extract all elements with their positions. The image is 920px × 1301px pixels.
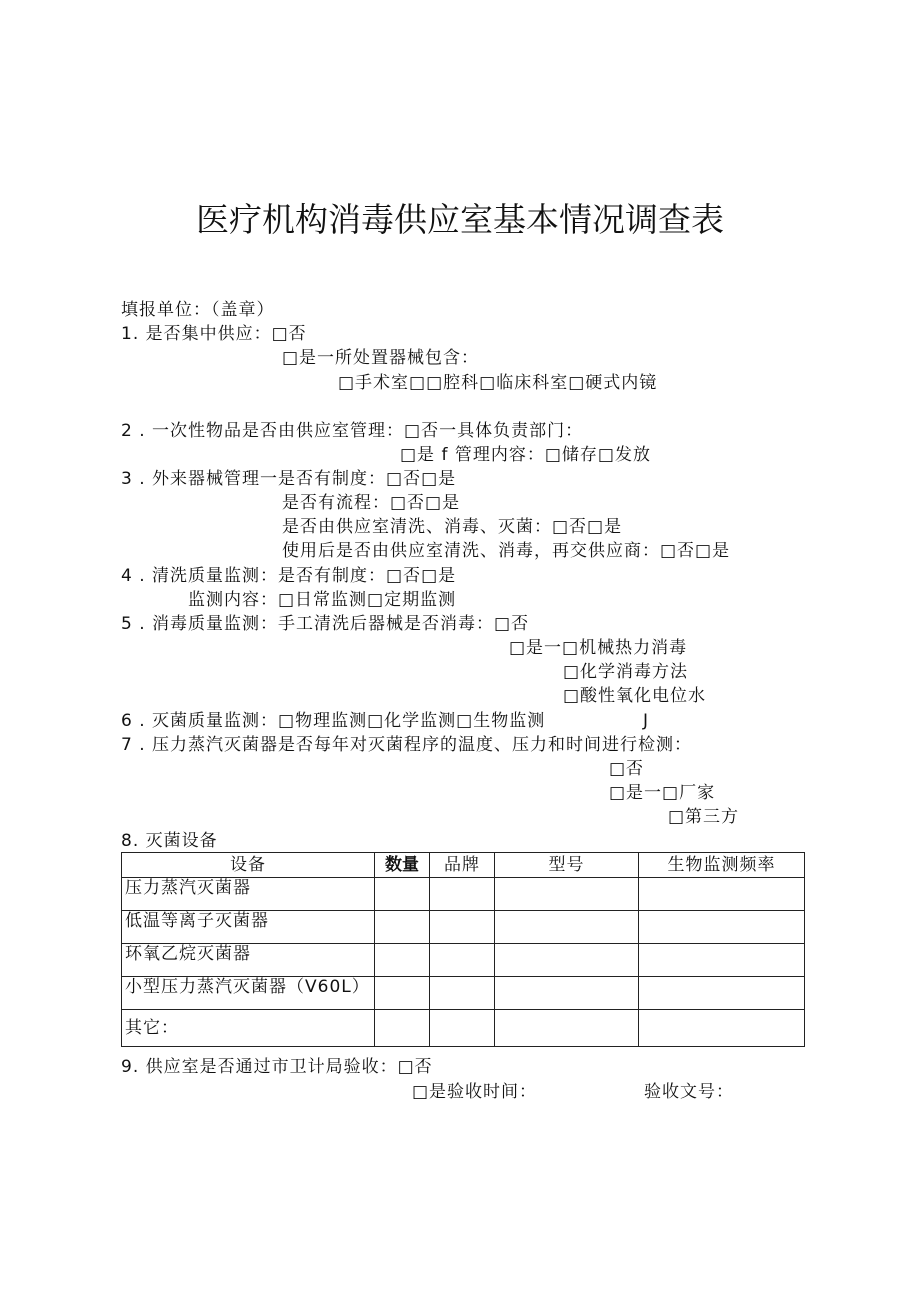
table-row [122,944,805,977]
header-equipment: 设备 [122,853,375,878]
header-quantity: 数量 [375,853,430,878]
frequency-cell[interactable] [639,1010,805,1047]
model-cell[interactable] [495,1010,639,1047]
brand-cell[interactable] [430,911,495,944]
q3-external-instruments-policy: 3 . 外来器械管理一是否有制度：□否□是 [121,469,457,489]
quantity-cell[interactable] [375,944,430,977]
quantity-cell[interactable] [375,878,430,911]
quantity-cell[interactable] [375,911,430,944]
frequency-cell[interactable] [639,944,805,977]
brand-cell[interactable] [430,1010,495,1047]
q1-departments: □手术室□□腔科□临床科室□硬式内镜 [338,373,658,393]
table-row [122,977,805,1010]
q6-stray-mark: J [643,711,650,731]
table-header-row [122,853,805,878]
brand-cell[interactable] [430,878,495,911]
equipment-name: 压力蒸汽灭菌器 [122,878,375,911]
q3-process: 是否有流程：□否□是 [282,493,461,513]
frequency-cell[interactable] [639,878,805,911]
q7-autoclave-annual-test: 7 . 压力蒸汽灭菌器是否每年对灭菌程序的温度、压力和时间进行检测： [121,735,693,755]
q7-third-party: □第三方 [668,807,740,827]
quantity-cell[interactable] [375,1010,430,1047]
frequency-cell[interactable] [639,977,805,1010]
header-bio-monitoring-frequency: 生物监测频率 [639,853,805,878]
table-row [122,878,805,911]
fill-unit-label: 填报单位：（盖章） [121,300,275,320]
q2-management-content: □是 f 管理内容：□储存□发放 [400,445,651,465]
model-cell[interactable] [495,878,639,911]
q2-disposables-management: 2 . 一次性物品是否由供应室管理：□否一具体负责部门： [121,421,584,441]
q4-monitoring-content: 监测内容：□日常监测□定期监测 [188,590,457,610]
q3-return-to-supplier: 使用后是否由供应室清洗、消毒，再交供应商：□否□是 [282,541,731,561]
q7-no: □否 [609,759,645,779]
page-title: 医疗机构消毒供应室基本情况调查表 [196,200,724,239]
q5-thermal-disinfection: □是一□机械热力消毒 [509,638,688,658]
q8-label: 8. 灭菌设备 [121,831,218,851]
table-row [122,1010,805,1047]
q1-yes-scope: □是一所处置器械包含： [282,348,480,368]
model-cell[interactable] [495,977,639,1010]
quantity-cell[interactable] [375,977,430,1010]
table-row [122,911,805,944]
q6-sterilization-quality: 6 . 灭菌质量监测：□物理监测□化学监测□生物监测 [121,711,546,731]
sterilization-equipment-table [121,852,805,1047]
q5-disinfection-quality: 5 . 消毒质量监测：手工清洗后器械是否消毒：□否 [121,614,530,634]
equipment-name: 小型压力蒸汽灭菌器（V60L） [122,977,375,1010]
frequency-cell[interactable] [639,911,805,944]
equipment-name: 环氧乙烷灭菌器 [122,944,375,977]
q9-acceptance-doc-number: 验收文号： [644,1082,734,1102]
brand-cell[interactable] [430,944,495,977]
q9-acceptance: 9. 供应室是否通过市卫计局验收：□否 [121,1057,433,1077]
q5-electrolyzed-water: □酸性氧化电位水 [563,686,707,706]
q9-acceptance-time: □是验收时间： [412,1082,538,1102]
header-model: 型号 [495,853,639,878]
q7-yes-manufacturer: □是一□厂家 [609,783,716,803]
q4-cleaning-quality-policy: 4 . 清洗质量监测：是否有制度：□否□是 [121,566,457,586]
q3-reprocessing: 是否由供应室清洗、消毒、灭菌：□否□是 [282,517,623,537]
q1-centralized-supply: 1. 是否集中供应：□否 [121,324,307,344]
q5-chemical-disinfection: □化学消毒方法 [563,662,689,682]
brand-cell[interactable] [430,977,495,1010]
equipment-name: 低温等离子灭菌器 [122,911,375,944]
header-brand: 品牌 [430,853,495,878]
equipment-name: 其它： [122,1010,375,1047]
model-cell[interactable] [495,944,639,977]
model-cell[interactable] [495,911,639,944]
